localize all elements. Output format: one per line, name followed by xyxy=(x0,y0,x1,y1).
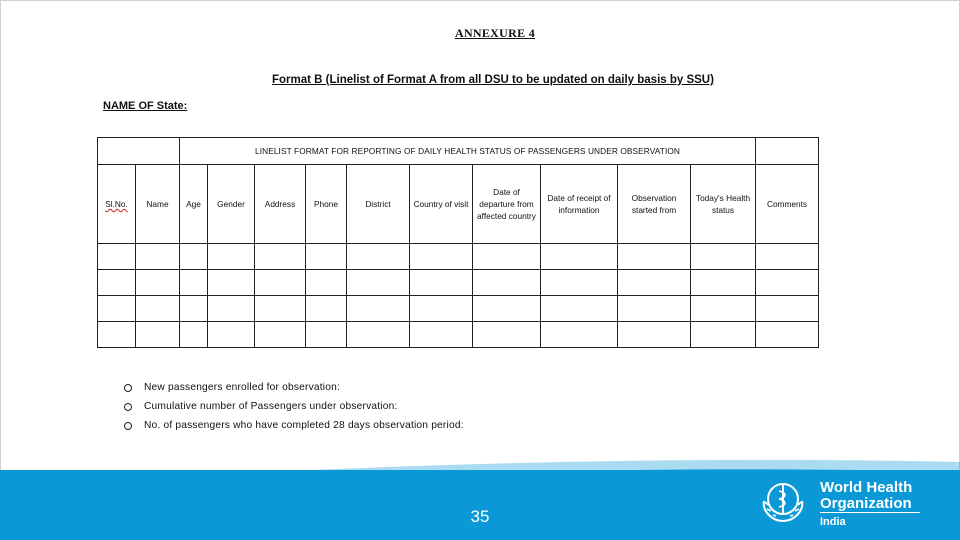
table-cell xyxy=(756,296,819,322)
table-cell xyxy=(98,322,136,348)
table-cell xyxy=(136,244,180,270)
table-cell xyxy=(691,244,756,270)
header-sl-no: Sl.No. xyxy=(98,165,136,244)
header-comments: Comments xyxy=(756,165,819,244)
table-cell xyxy=(618,270,691,296)
table-cell xyxy=(410,296,473,322)
table-cell xyxy=(347,244,410,270)
table-cell xyxy=(410,244,473,270)
table-cell xyxy=(98,270,136,296)
table-cell xyxy=(255,296,306,322)
table-cell xyxy=(410,270,473,296)
header-district: District xyxy=(347,165,410,244)
page-number: 35 xyxy=(470,507,490,526)
header-name: Name xyxy=(136,165,180,244)
bullet-text: New passengers enrolled for observation: xyxy=(144,381,341,393)
logo-divider xyxy=(820,512,920,513)
table-cell xyxy=(180,296,208,322)
table-cell xyxy=(208,270,255,296)
list-item xyxy=(124,378,464,397)
table-cell xyxy=(255,322,306,348)
circle-bullet-icon xyxy=(124,422,132,430)
table-cell xyxy=(691,322,756,348)
table-cell xyxy=(347,296,410,322)
header-country-of-visit: Country of visit xyxy=(410,165,473,244)
table-cell xyxy=(473,244,541,270)
organization-name: World Health Organization xyxy=(820,479,913,512)
table-cell xyxy=(691,270,756,296)
table-cell xyxy=(98,244,136,270)
footer-bar xyxy=(0,470,960,540)
table-cell xyxy=(208,296,255,322)
format-title: Format B (Linelist of Format A from all DSU to be updated on daily basis by SSU) xyxy=(272,74,714,86)
table-cell xyxy=(98,296,136,322)
table-cell xyxy=(136,296,180,322)
linelist-table xyxy=(97,137,819,348)
table-cell xyxy=(618,296,691,322)
header-phone: Phone xyxy=(306,165,347,244)
header-observation-started: Observation started from xyxy=(618,165,691,244)
who-emblem-icon xyxy=(758,475,808,525)
header-date-of-departure: Date of departure from affected country xyxy=(473,165,541,244)
header-address: Address xyxy=(255,165,306,244)
table-row xyxy=(98,244,819,270)
table-cell xyxy=(473,322,541,348)
table-banner-row xyxy=(98,138,819,165)
table-cell xyxy=(136,322,180,348)
table-row xyxy=(98,296,819,322)
header-date-of-receipt: Date of receipt of information xyxy=(541,165,618,244)
table-cell xyxy=(208,244,255,270)
table-cell xyxy=(473,296,541,322)
blank-cell xyxy=(756,138,819,165)
summary-bullets xyxy=(124,378,464,435)
table-cell xyxy=(180,270,208,296)
table-cell xyxy=(255,244,306,270)
table-cell xyxy=(541,244,618,270)
header-age: Age xyxy=(180,165,208,244)
table-cell xyxy=(473,270,541,296)
table-cell xyxy=(306,296,347,322)
table-cell xyxy=(306,244,347,270)
table-row xyxy=(98,270,819,296)
table-cell xyxy=(618,244,691,270)
bullet-text: Cumulative number of Passengers under observation: xyxy=(144,400,398,412)
table-cell xyxy=(347,322,410,348)
table-cell xyxy=(541,322,618,348)
list-item xyxy=(124,397,464,416)
list-item xyxy=(124,416,464,435)
table-cell xyxy=(756,244,819,270)
country-label: India xyxy=(820,516,846,528)
blank-cell xyxy=(98,138,180,165)
bullet-text: No. of passengers who have completed 28 days observation period: xyxy=(144,419,464,431)
table-cell xyxy=(180,322,208,348)
circle-bullet-icon xyxy=(124,384,132,392)
table-cell xyxy=(756,322,819,348)
table-cell xyxy=(756,270,819,296)
table-row xyxy=(98,322,819,348)
table-cell xyxy=(180,244,208,270)
table-cell xyxy=(255,270,306,296)
header-gender: Gender xyxy=(208,165,255,244)
circle-bullet-icon xyxy=(124,403,132,411)
table-cell xyxy=(541,270,618,296)
table-cell xyxy=(541,296,618,322)
table-cell xyxy=(306,270,347,296)
table-header-row xyxy=(98,165,819,244)
table-banner: LINELIST FORMAT FOR REPORTING OF DAILY HEALTH STATUS OF PASSENGERS UNDER OBSERVATION xyxy=(180,138,756,165)
table-cell xyxy=(347,270,410,296)
table-cell xyxy=(208,322,255,348)
annexure-heading: ANNEXURE 4 xyxy=(454,26,535,40)
state-label: NAME OF State: xyxy=(103,100,188,112)
table-cell xyxy=(410,322,473,348)
table-cell xyxy=(618,322,691,348)
table-cell xyxy=(306,322,347,348)
header-health-status: Today's Health status xyxy=(691,165,756,244)
table-cell xyxy=(691,296,756,322)
table-cell xyxy=(136,270,180,296)
